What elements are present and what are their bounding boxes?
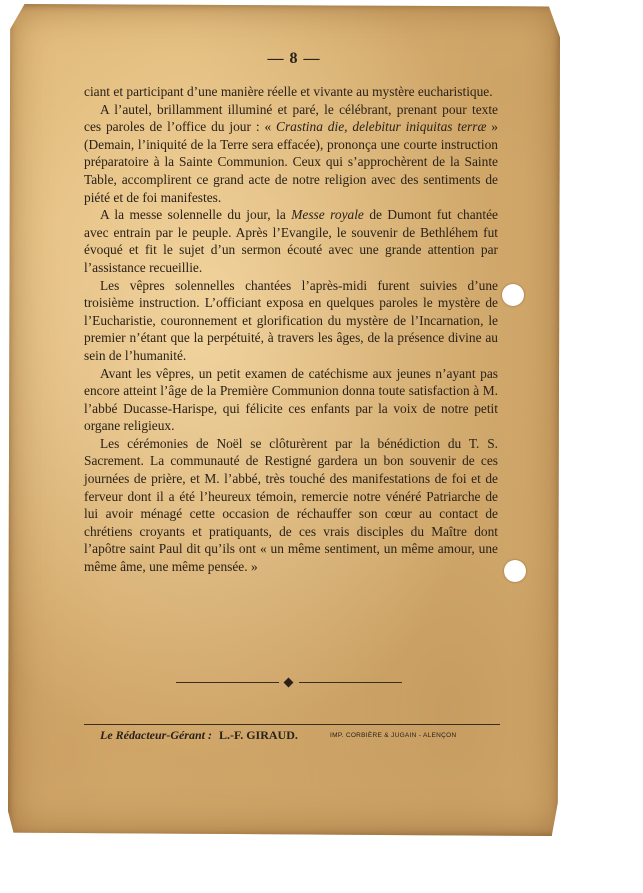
paragraph-5: Avant les vêpres, un petit examen de catéchisme aux jeunes n’ayant pas encore atteint l’âge de la Première Communion donna toute satisfaction à M. l’abbé Ducasse-Harispe, qui félicite ces enfants par la voix de notre petit organe religieux.	[84, 365, 498, 434]
article-body	[84, 83, 498, 576]
paragraph-6: Les cérémonies de Noël se clôturèrent par la bénédiction du T. S. Sacrement. La communauté de Restigné gardera un bon souvenir de ces journées de prière, et M. l’abbé, très touché des manifestations de foi et de ferveur dont il a été l’heureux témoin, remercie notre vénéré Patriarche de lui avoir ménagé cette occasion de réchauffer son cœur au contact de chrétiens croyants et pratiquants, de ces vrais disciples du Maître dont l’apôtre saint Paul dit qu’ils ont « un même sentiment, un même amour, une même âme, une même pensée. »	[84, 435, 498, 575]
paragraph-3-before: A la messe solennelle du jour, la	[100, 207, 292, 223]
divider-line-right	[299, 682, 402, 683]
punch-hole-top	[502, 284, 524, 306]
paragraph-2-latin-quote: Crastina die, delebitur iniquitas terræ	[276, 119, 487, 135]
editor-label: Le Rédacteur-Gérant :	[100, 728, 212, 742]
paragraph-3-mass-title: Messe royale	[291, 207, 364, 223]
footer-rule	[84, 724, 500, 725]
paragraph-3-after: de Dumont fut chantée avec entrain par le peuple. Après l’Evangile, le souvenir de Bethléhem fut évoqué et fit le sujet d’un sermon écouté avec une grande attention par l’assistance recueillie.	[84, 207, 498, 275]
paragraph-2	[84, 101, 498, 207]
footer	[100, 728, 500, 743]
paragraph-1: ciant et participant d’une manière réelle et vivante au mystère eucharistique.	[84, 84, 493, 99]
paragraph-4: Les vêpres solennelles chantées l’après-midi furent suivies d’une troisième instruction. L’officiant exposa en quelques paroles le mystère de l’Eucharistie, couronnement et glorification du mystère de l’Incarnation, le premier n’étant que la perpétuité, à travers les âges, de la présence divine au sein de l’humanité.	[84, 277, 498, 363]
editor-name: L.-F. GIRAUD.	[218, 728, 298, 742]
paragraph-3	[84, 206, 498, 276]
page-number: — 8 —	[267, 50, 321, 67]
section-divider-ornament	[176, 679, 402, 687]
divider-line-left	[176, 682, 279, 683]
diamond-icon	[284, 678, 294, 688]
paragraph-2-after: » (Demain, l’iniquité de la Terre sera effacée), prononça une courte instruction préparatoire à la Sainte Communion. Ceux qui s’approchèrent de la Sainte Table, accomplirent ce grand acte de notre religion avec des sentiments de piété et de foi manifestes.	[84, 119, 498, 205]
printer-credit: IMP. CORBIÈRE & JUGAIN - ALENÇON	[330, 732, 457, 739]
punch-hole-bottom	[504, 560, 526, 582]
paragraph-2-before: A l’autel, brillamment illuminé et paré, le célébrant, prenant pour texte ces paroles de l’office du jour : «	[84, 101, 498, 135]
